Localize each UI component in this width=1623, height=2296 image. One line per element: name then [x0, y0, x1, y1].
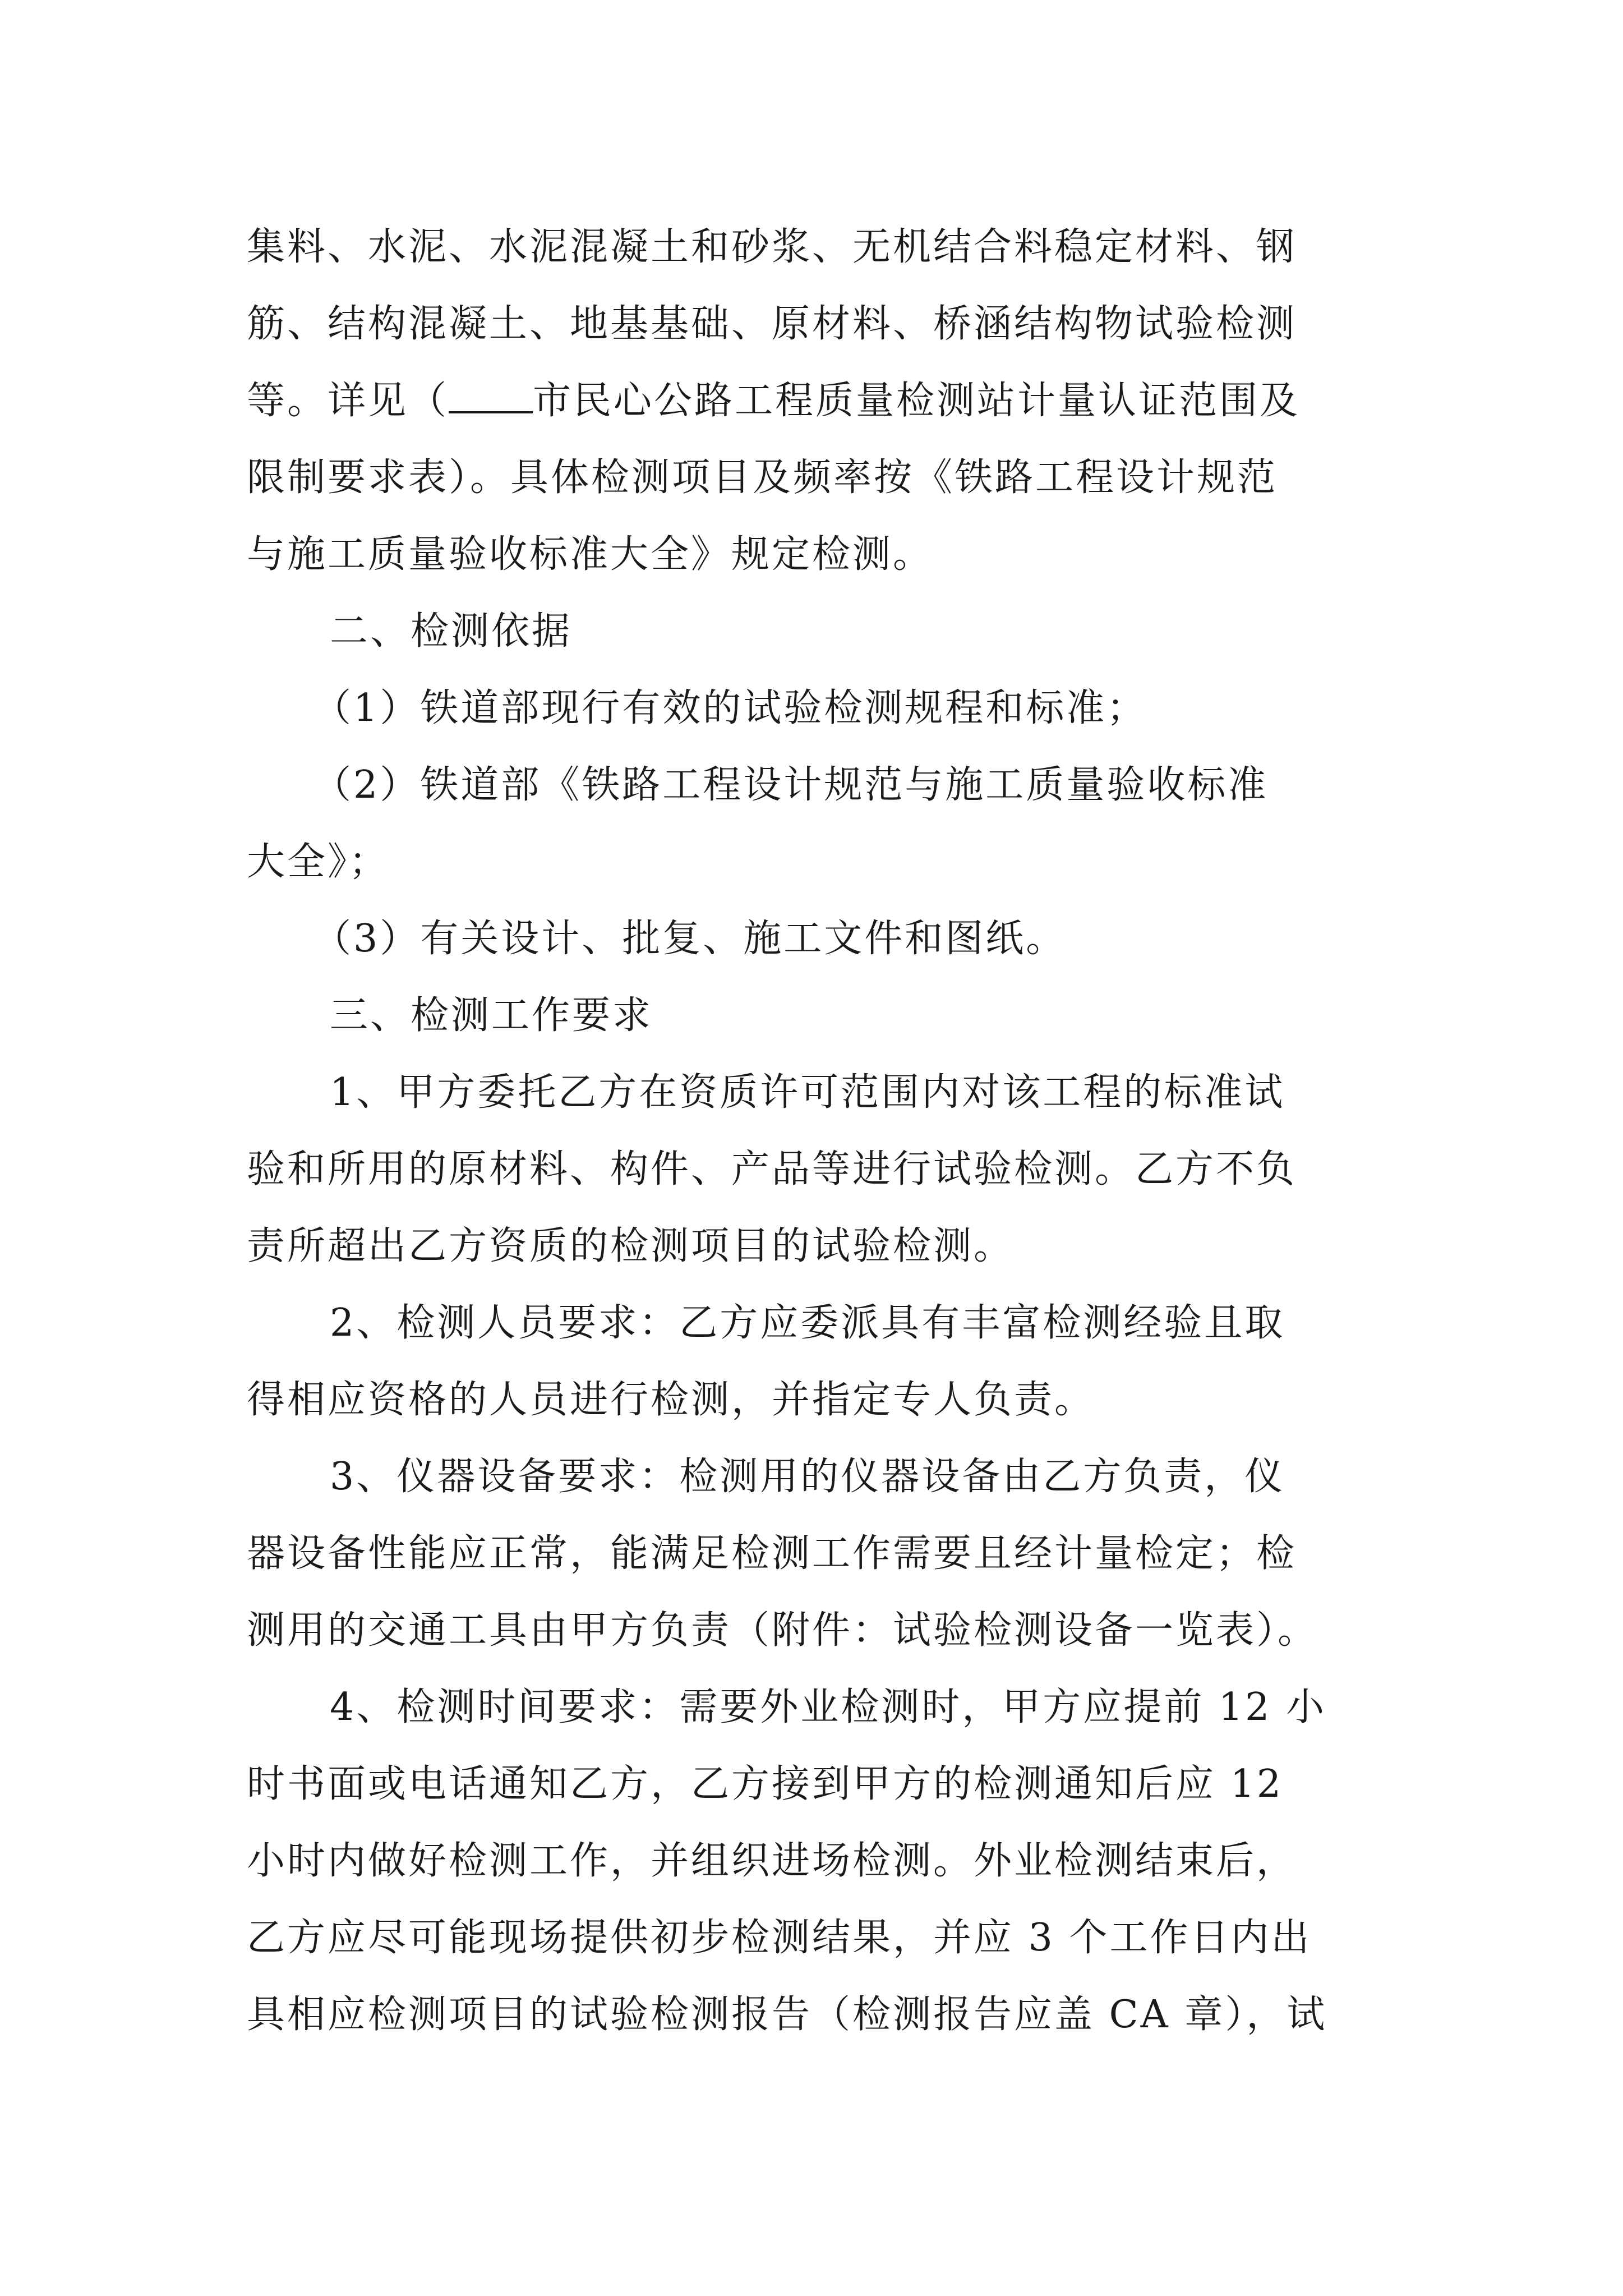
paragraph-line: 得相应资格的人员进行检测，并指定专人负责。 — [247, 1378, 1095, 1422]
paragraph-line: 4、检测时间要求：需要外业检测时，甲方应提前 12 小 — [330, 1685, 1327, 1729]
paragraph-line: 责所超出乙方资质的检测项目的试验检测。 — [247, 1224, 1015, 1268]
paragraph-line: 具相应检测项目的试验检测报告（检测报告应盖 CA 章），试 — [247, 1993, 1327, 2037]
list-item: （2）铁道部《铁路工程设计规范与施工质量验收标准 — [313, 763, 1269, 807]
paragraph-line: 器设备性能应正常，能满足检测工作需要且经计量检定；检 — [247, 1531, 1297, 1576]
fill-in-blank — [449, 384, 533, 413]
paragraph-line: 限制要求表）。具体检测项目及频率按《铁路工程设计规范 — [247, 455, 1278, 500]
paragraph-line: 乙方应尽可能现场提供初步检测结果，并应 3 个工作日内出 — [247, 1916, 1312, 1960]
paragraph-line: 小时内做好检测工作，并组织进场检测。外业检测结束后， — [247, 1839, 1297, 1883]
paragraph-line: 筋、结构混凝土、地基基础、原材料、桥涵结构物试验检测 — [247, 302, 1297, 346]
paragraph-line: 2、检测人员要求：乙方应委派具有丰富检测经验且取 — [330, 1301, 1285, 1345]
paragraph-line: 1、甲方委托乙方在资质许可范围内对该工程的标准试 — [330, 1070, 1285, 1115]
paragraph-line: 大全》； — [247, 840, 390, 884]
section-heading: 二、检测依据 — [330, 609, 573, 654]
paragraph-line: 测用的交通工具由甲方负责（附件：试验检测设备一览表）。 — [247, 1608, 1318, 1653]
paragraph-line — [247, 362, 1385, 439]
section-heading: 三、检测工作要求 — [330, 993, 653, 1038]
paragraph-line: 时书面或电话通知乙方，乙方接到甲方的检测通知后应 12 — [247, 1762, 1284, 1806]
list-item: （3）有关设计、批复、施工文件和图纸。 — [313, 917, 1067, 961]
paragraph-line: 与施工质量验收标准大全》规定检测。 — [247, 532, 934, 577]
text-segment: 等。详见（ — [247, 379, 449, 423]
paragraph-line: 验和所用的原材料、构件、产品等进行试验检测。乙方不负 — [247, 1147, 1297, 1191]
text-segment: 市民心公路工程质量检测站计量认证范围及 — [533, 379, 1301, 423]
paragraph-line: 3、仪器设备要求：检测用的仪器设备由乙方负责，仪 — [330, 1455, 1285, 1499]
document-body — [247, 209, 1385, 2053]
list-item: （1）铁道部现行有效的试验检测规程和标准； — [313, 686, 1147, 730]
paragraph-line: 集料、水泥、水泥混凝土和砂浆、无机结合料稳定材料、钢 — [247, 225, 1297, 269]
